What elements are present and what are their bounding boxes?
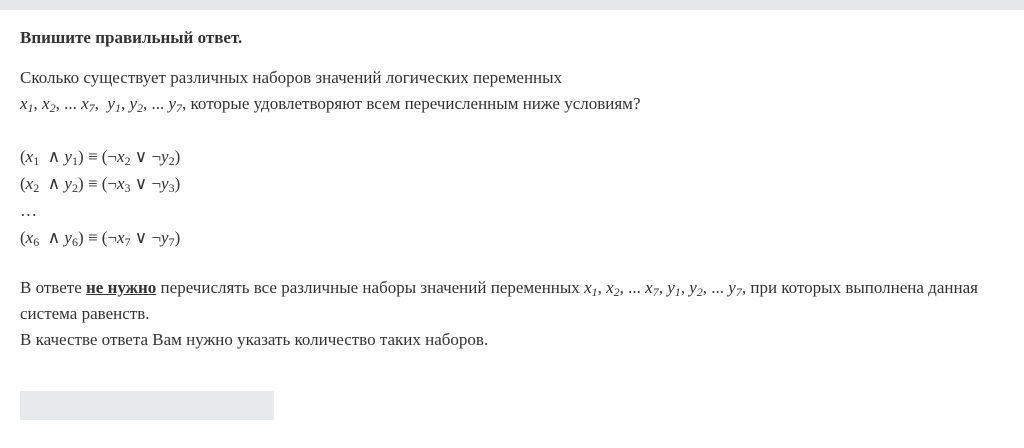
task-instruction: Впишите правильный ответ. [20, 28, 243, 47]
note-middle: перечислять все различные наборы значений переменных [156, 278, 585, 297]
equation-2: ($x_2$ ∧ $y_2$) ≡ ($\neg x_3$ ∨ $\neg y_3$) [20, 174, 181, 195]
task-content [20, 28, 1010, 353]
equation-6: ($x_6$ ∧ $y_6$) ≡ ($\neg x_7$ ∨ $\neg y_7$) [20, 228, 181, 249]
note-prefix: В ответе [20, 278, 86, 297]
variable-list: $x_1$, $x_2$, ... $x_7$, $y_1$, $y_2$, ... $y_7$ [20, 94, 183, 115]
equation-ellipsis: … [20, 201, 37, 220]
question-line-1: Сколько существует различных наборов значений логических переменных [20, 68, 563, 87]
question-text [20, 65, 1010, 117]
note-line-2: В качестве ответа Вам нужно указать количество таких наборов. [20, 330, 489, 349]
answer-input[interactable] [20, 391, 274, 420]
answer-instructions [20, 275, 1010, 353]
note-variable-list: $x_1$, $x_2$, ... $x_7$, $y_1$, $y_2$, ... $y_7$ [584, 278, 742, 299]
equation-1: ($x_1$ ∧ $y_1$) ≡ ($\neg x_2$ ∨ $\neg y_2$) [20, 147, 181, 168]
note-suffix: , при которых выполнена данная система равенств. [20, 278, 978, 323]
equation-system [20, 143, 1010, 251]
question-line-2: , которые удовлетворяют всем перечисленным ниже условиям? [182, 94, 641, 113]
top-bar [0, 0, 1024, 10]
note-emphasis: не нужно [86, 278, 157, 297]
